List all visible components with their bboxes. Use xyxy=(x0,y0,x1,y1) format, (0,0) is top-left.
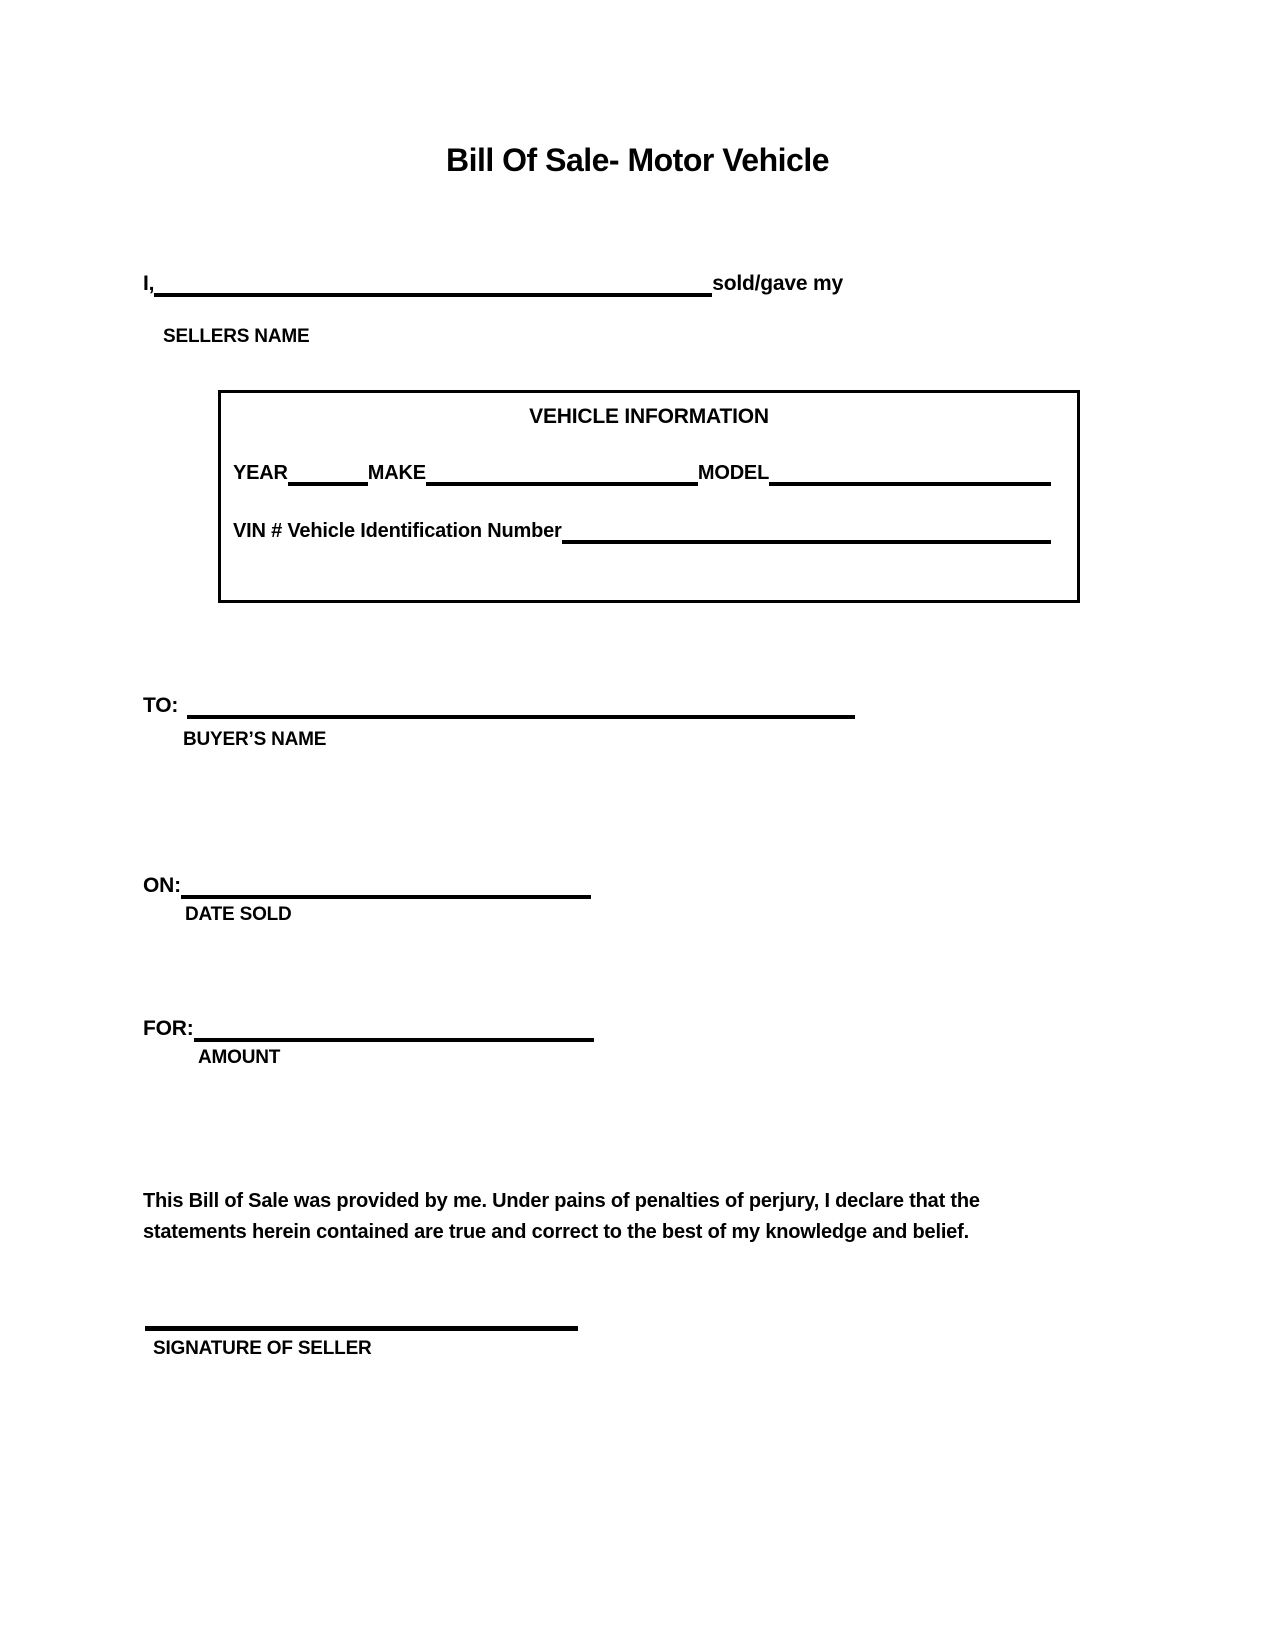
year-field[interactable] xyxy=(288,459,368,486)
buyer-line xyxy=(143,692,855,719)
vehicle-information-heading: VEHICLE INFORMATION xyxy=(529,405,769,428)
make-field[interactable] xyxy=(426,459,698,486)
declaration-text: This Bill of Sale was provided by me. Under pains of penalties of perjury, I declare that the statements herein contained are true and correct to the best of my knowledge and belief. xyxy=(143,1190,980,1243)
amount-line xyxy=(143,1015,594,1042)
year-label: YEAR xyxy=(233,462,288,484)
document-title: Bill Of Sale- Motor Vehicle xyxy=(445,142,830,178)
sellers-name-caption: SELLERS NAME xyxy=(163,326,310,347)
to-label: TO: xyxy=(143,694,179,717)
i-comma-text: I, xyxy=(143,272,155,295)
signature-of-seller-caption: SIGNATURE OF SELLER xyxy=(153,1338,372,1359)
year-make-model-row xyxy=(233,459,1051,486)
seller-name-field[interactable] xyxy=(154,270,712,297)
seller-signature-field[interactable] xyxy=(145,1326,578,1331)
buyers-name-caption: BUYER’S NAME xyxy=(183,729,327,750)
make-label: MAKE xyxy=(367,462,426,484)
buyer-name-field[interactable] xyxy=(187,692,855,719)
vehicle-information-box xyxy=(218,390,1080,603)
amount-caption: AMOUNT xyxy=(198,1047,281,1068)
vin-row xyxy=(233,517,1051,544)
for-label: FOR: xyxy=(143,1017,194,1040)
date-sold-field[interactable] xyxy=(181,872,591,899)
seller-statement-line xyxy=(143,270,843,297)
model-label: MODEL xyxy=(697,462,770,484)
model-field[interactable] xyxy=(769,459,1051,486)
date-sold-caption: DATE SOLD xyxy=(185,904,292,925)
amount-field[interactable] xyxy=(194,1015,594,1042)
vin-field[interactable] xyxy=(562,517,1051,544)
sold-gave-my-text: sold/gave my xyxy=(712,272,843,295)
date-sold-line xyxy=(143,872,591,899)
on-label: ON: xyxy=(143,874,181,897)
vin-label: VIN # Vehicle Identification Number xyxy=(233,520,562,542)
